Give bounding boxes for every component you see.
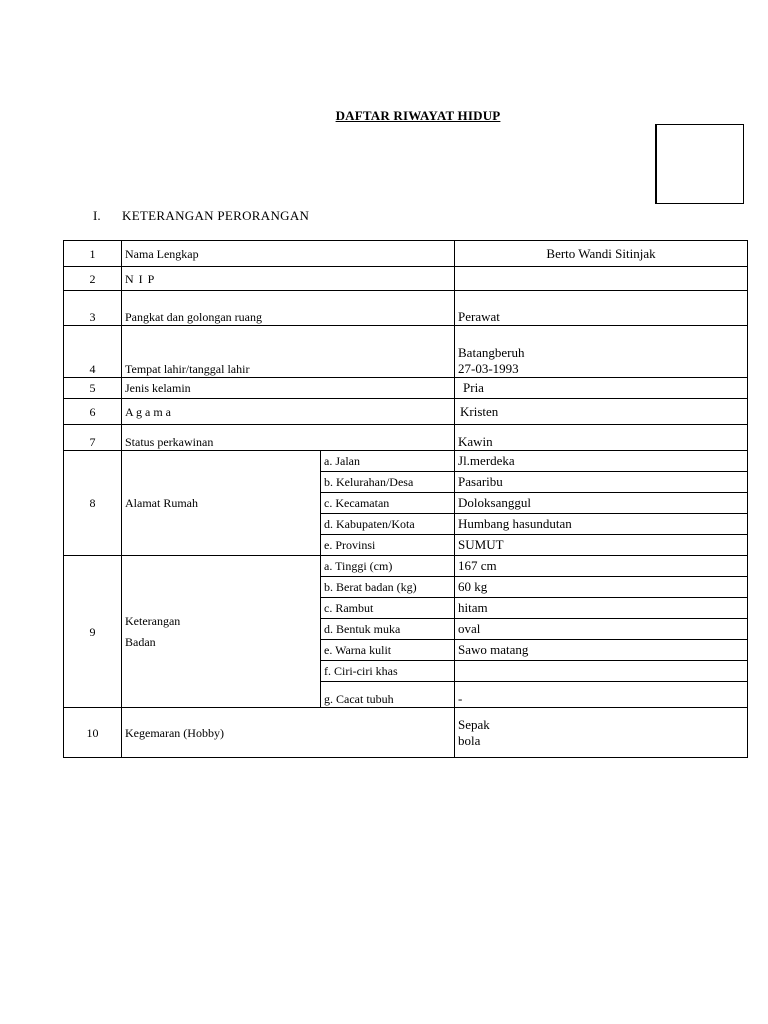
section-number: I. [93, 208, 101, 223]
table-row [64, 556, 748, 577]
section-heading [93, 208, 309, 224]
religion-value: Kristen [455, 399, 748, 425]
sub-label: a. Tinggi (cm) [321, 556, 455, 577]
row-label: Kegemaran (Hobby) [122, 708, 455, 758]
table-row [64, 326, 748, 378]
sub-label: g. Cacat tubuh [321, 682, 455, 708]
sub-label: a. Jalan [321, 451, 455, 472]
sub-label: e. Provinsi [321, 535, 455, 556]
row-number: 6 [64, 399, 122, 425]
row-number: 3 [64, 291, 122, 326]
street-value: Jl.merdeka [455, 451, 748, 472]
sub-label: b. Berat badan (kg) [321, 577, 455, 598]
row-label: Jenis kelamin [122, 378, 455, 399]
row-number: 10 [64, 708, 122, 758]
weight-value: 60 kg [455, 577, 748, 598]
table-row [64, 451, 748, 472]
table-row [64, 399, 748, 425]
row-number: 5 [64, 378, 122, 399]
table-row [64, 708, 748, 758]
village-value: Pasaribu [455, 472, 748, 493]
row-number: 9 [64, 556, 122, 708]
row-number: 4 [64, 326, 122, 378]
regency-value: Humbang hasundutan [455, 514, 748, 535]
district-value: Doloksanggul [455, 493, 748, 514]
province-value: SUMUT [455, 535, 748, 556]
row-number: 1 [64, 241, 122, 267]
special-features-value [455, 661, 748, 682]
sub-label: b. Kelurahan/Desa [321, 472, 455, 493]
full-name-value: Berto Wandi Sitinjak [455, 241, 748, 267]
row-label: A g a m a [122, 399, 455, 425]
table-row [64, 378, 748, 399]
sub-label: e. Warna kulit [321, 640, 455, 661]
table-row [64, 241, 748, 267]
row-label-line: Badan [125, 634, 156, 649]
sub-label: d. Kabupaten/Kota [321, 514, 455, 535]
height-value: 167 cm [455, 556, 748, 577]
personal-info-table [63, 240, 748, 758]
photo-placeholder-box [655, 124, 744, 204]
face-shape-value: oval [455, 619, 748, 640]
row-label-line: Keterangan [125, 613, 181, 628]
hobby-value: Sepak bola [455, 708, 748, 758]
nip-value [455, 267, 748, 291]
section-title: KETERANGAN PERORANGAN [122, 208, 310, 223]
birth-place-date-value: Batangberuh 27-03-1993 [455, 326, 748, 378]
rank-value: Perawat [455, 291, 748, 326]
sub-label: d. Bentuk muka [321, 619, 455, 640]
table-row [64, 267, 748, 291]
row-label: Status perkawinan [122, 425, 455, 451]
row-label: N I P [122, 267, 455, 291]
marital-status-value: Kawin [455, 425, 748, 451]
row-number: 7 [64, 425, 122, 451]
disability-value: - [455, 682, 748, 708]
row-label: Alamat Rumah [122, 451, 321, 556]
gender-value: Pria [455, 378, 748, 399]
row-label [122, 556, 321, 708]
document-title: DAFTAR RIWAYAT HIDUP [335, 108, 501, 123]
hair-value: hitam [455, 598, 748, 619]
sub-label: f. Ciri-ciri khas [321, 661, 455, 682]
row-label: Nama Lengkap [122, 241, 455, 267]
skin-color-value: Sawo matang [455, 640, 748, 661]
row-label: Pangkat dan golongan ruang [122, 291, 455, 326]
sub-label: c. Kecamatan [321, 493, 455, 514]
table-row [64, 425, 748, 451]
row-label: Tempat lahir/tanggal lahir [122, 326, 455, 378]
sub-label: c. Rambut [321, 598, 455, 619]
table-row [64, 291, 748, 326]
row-number: 2 [64, 267, 122, 291]
row-number: 8 [64, 451, 122, 556]
